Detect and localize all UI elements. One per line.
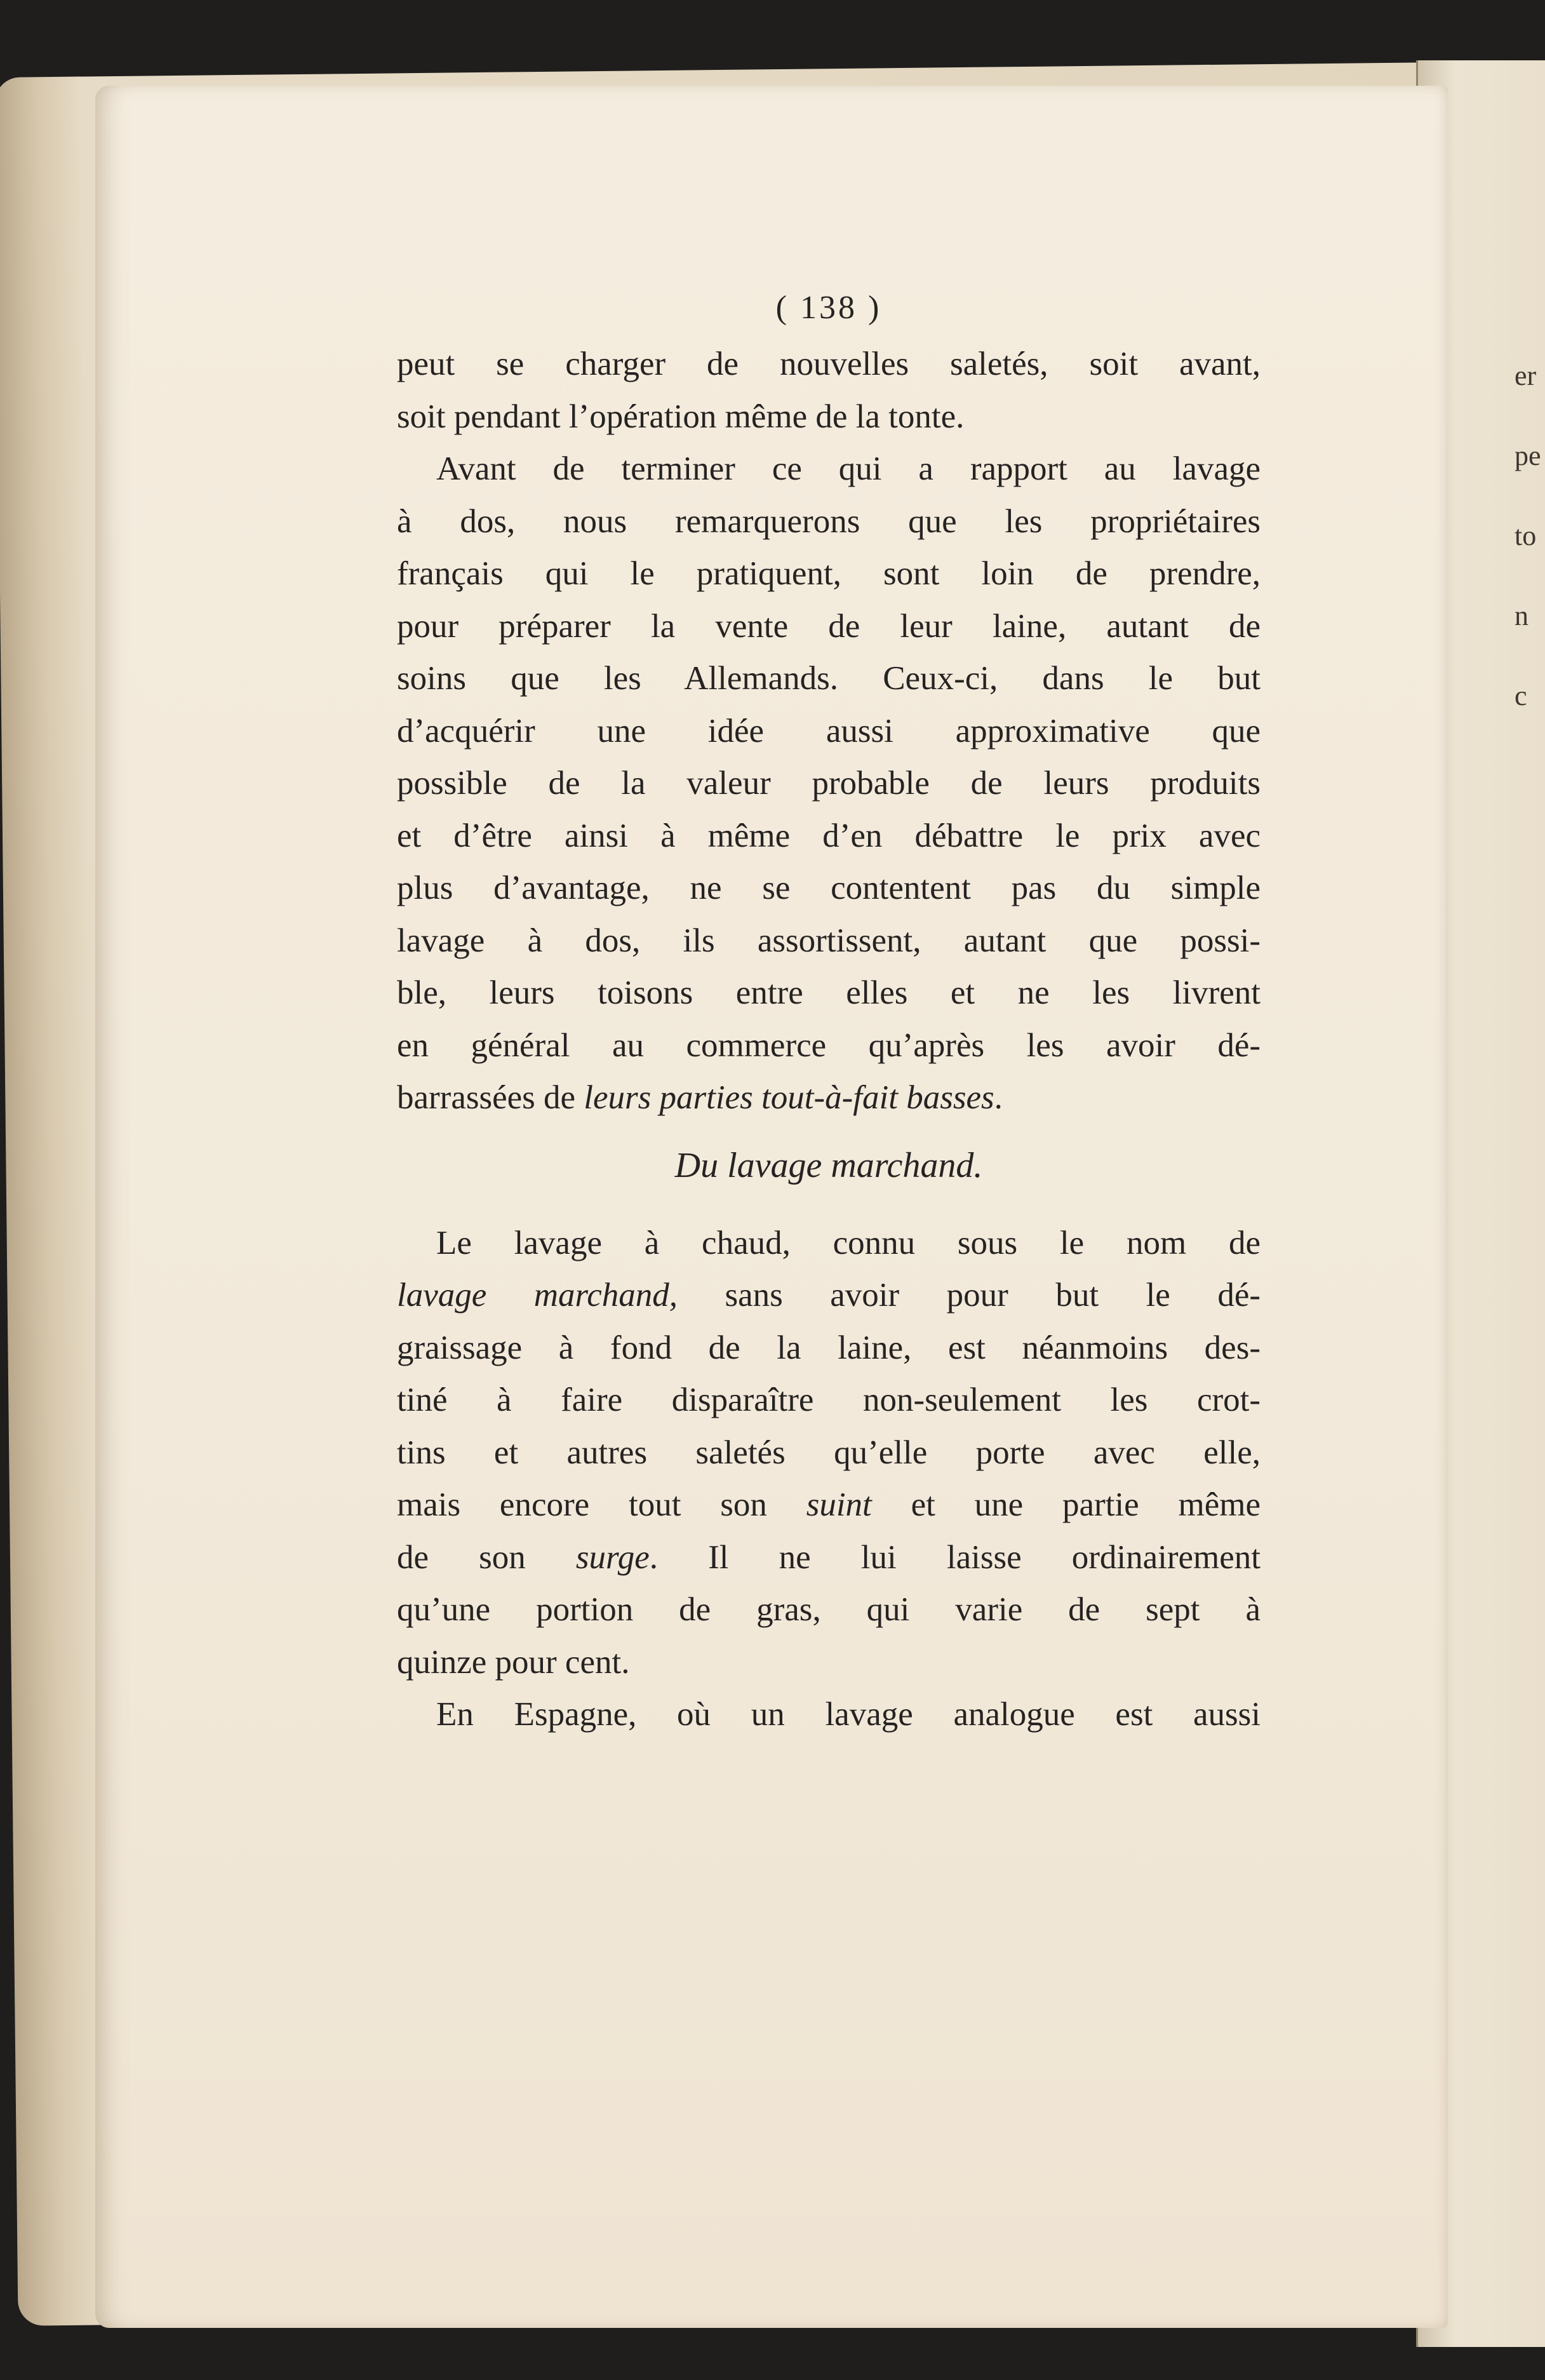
italic-fragment: suint [806, 1486, 872, 1523]
text-fragment: et une partie même [871, 1486, 1261, 1523]
page-number: ( 138 ) [775, 290, 882, 326]
text-fragment: . [994, 1079, 1003, 1116]
text-line: quinze pour cent. [397, 1643, 630, 1681]
page-text [397, 289, 1261, 1741]
text-line: soit pendant l’opération même de la tonte. [397, 398, 965, 435]
facing-letter: c [1515, 680, 1527, 711]
text-line: possible de la valeur probable de leurs produits [397, 765, 1261, 802]
text-line: français qui le pratiquent, sont loin de prendre, [397, 555, 1261, 592]
text-fragment: . Il ne lui laisse ordinairement [649, 1538, 1261, 1576]
text-line [397, 1269, 1261, 1322]
facing-page-text [1515, 362, 1540, 762]
text-line: pour préparer la vente de leur laine, autant de [397, 607, 1261, 645]
text-line: qu’une portion de gras, qui varie de sept à [397, 1591, 1261, 1628]
text-line: tins et autres saletés qu’elle porte avec elle, [397, 1434, 1261, 1471]
text-fragment: de son [397, 1538, 576, 1576]
text-line: soins que les Allemands. Ceux-ci, dans le but [397, 660, 1261, 697]
text-line: Avant de terminer ce qui a rapport au lavage [436, 450, 1261, 487]
text-fragment: mais encore tout son [397, 1486, 806, 1523]
text-line: d’acquérir une idée aussi approximative que [397, 712, 1261, 750]
text-fragment: sans avoir pour but le dé- [678, 1277, 1261, 1314]
paragraph-2 [397, 443, 1261, 1124]
italic-fragment: surge [575, 1538, 650, 1576]
text-line: tiné à faire disparaître non-seulement les crot- [397, 1382, 1261, 1418]
text-line: ble, leurs toisons entre elles et ne les livrent [397, 974, 1261, 1011]
text-line: et d’être ainsi à même d’en débattre le prix avec [397, 817, 1261, 854]
paragraph-4 [397, 1688, 1261, 1741]
facing-letter: er [1515, 360, 1537, 391]
facing-letter: n [1515, 600, 1528, 631]
text-line [397, 1479, 1261, 1531]
text-line: plus d’avantage, ne se contentent pas du simple [397, 870, 1261, 906]
text-line: En Espagne, où un lavage analogue est aussi [436, 1696, 1261, 1733]
italic-fragment: lavage marchand, [397, 1277, 678, 1314]
text-line: Le lavage à chaud, connu sous le nom de [436, 1224, 1261, 1261]
italic-fragment: leurs parties tout-à-fait basses [584, 1079, 994, 1116]
facing-letter: pe [1515, 440, 1541, 471]
text-line [397, 1072, 1261, 1124]
text-line [397, 1531, 1261, 1584]
text-line: lavage à dos, ils assortissent, autant que possi- [397, 922, 1261, 959]
text-line: à dos, nous remarquerons que les propriétaires [397, 502, 1261, 540]
text-line: graissage à fond de la laine, est néanmoins des- [397, 1329, 1261, 1366]
section-heading: Du lavage marchand. [674, 1145, 983, 1185]
text-line: peut se charger de nouvelles saletés, soit avant, [397, 346, 1261, 382]
text-fragment: barrassées de [397, 1079, 584, 1116]
paragraph-1 [397, 338, 1261, 443]
paragraph-3 [397, 1217, 1261, 1689]
facing-letter: to [1515, 520, 1537, 551]
text-line: en général au commerce qu’après les avoir dé- [397, 1026, 1261, 1064]
